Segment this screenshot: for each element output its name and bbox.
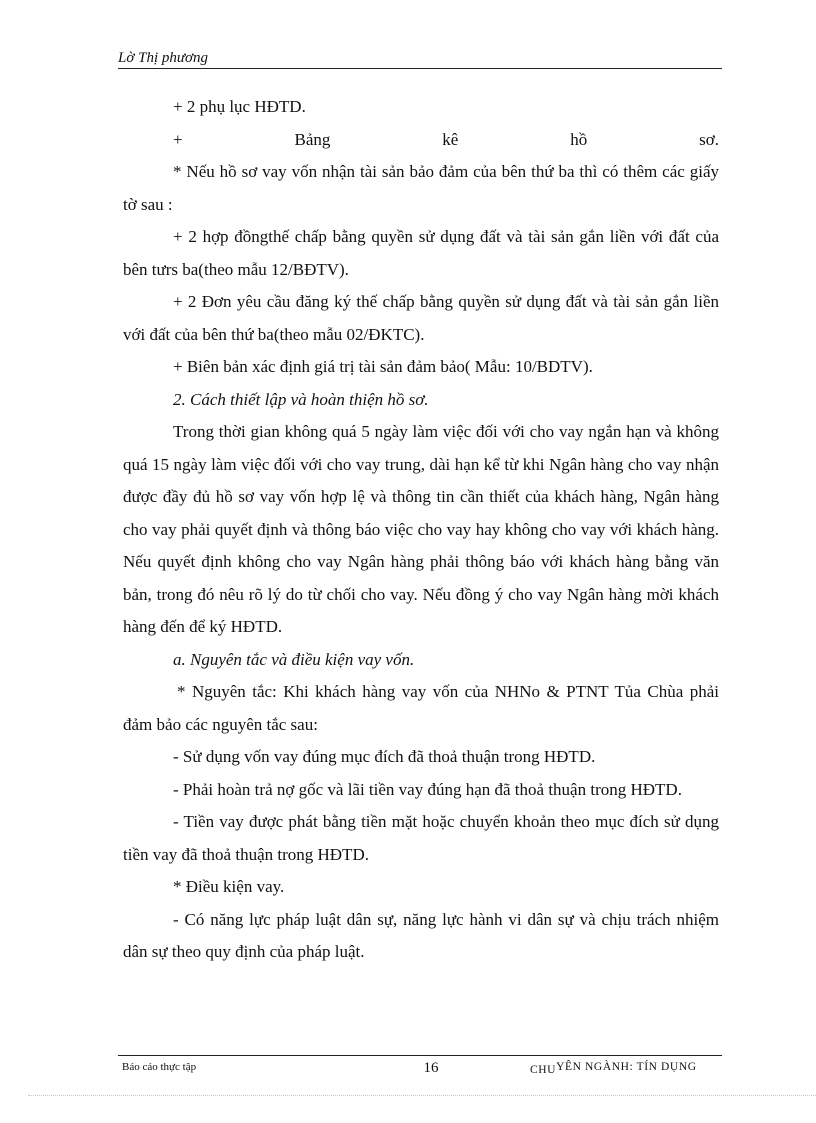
word: sơ.: [699, 129, 719, 149]
document-body: [123, 91, 719, 969]
paragraph: * Nếu hồ sơ vay vốn nhận tài sản bảo đảm của bên thứ ba thì có thêm các giấy tờ sau :: [123, 162, 719, 214]
word: +: [173, 129, 183, 149]
page-edge-dotted-line: [28, 1095, 816, 1096]
paragraph: Trong thời gian không quá 5 ngày làm việc đối với cho vay ngắn hạn và không quá 15 ngày làm việc đối với cho vay trung, dài hạn kể từ khi Ngân hàng cho vay nhận được đầy đủ hồ sơ vay vốn hợp lệ và thông tin cần thiết của khách hàng, Ngân hàng cho vay phải quyết định và thông báo việc cho vay hay không cho vay với khách hàng. Nếu quyết định không cho vay Ngân hàng phải thông báo với khách hàng bằng văn bản, trong đó nêu rõ lý do từ chối cho vay. Nếu đồng ý cho vay Ngân hàng mời khách hàng đến để ký HĐTD.: [123, 422, 719, 636]
footer-report-label: Báo cáo thực tập: [122, 1061, 197, 1073]
page-header: [118, 49, 720, 67]
footer-rule: [118, 1055, 722, 1056]
paragraph: + 2 phụ lục HĐTD.: [173, 97, 306, 116]
paragraph: - Phải hoàn trả nợ gốc và lãi tiền vay đúng hạn đã thoả thuận trong HĐTD.: [173, 779, 682, 799]
paragraph: + 2 Đơn yêu cầu đăng ký thế chấp bằng quyền sử dụng đất và tài sản gắn liền với đất của bên thứ ba(theo mẫu 02/ĐKTC).: [123, 292, 719, 344]
footer-major-text: YÊN NGÀNH: TÍN DỤNG: [556, 1061, 697, 1073]
section-heading: 2. Cách thiết lập và hoàn thiện hồ sơ.: [173, 389, 429, 409]
header-author: Lờ Thị phương: [118, 50, 209, 66]
word: hồ: [570, 129, 588, 149]
paragraph: - Tiền vay được phát bằng tiền mặt hoặc chuyển khoản theo mục đích sử dụng tiền vay đã thoả thuận trong HĐTD.: [123, 812, 719, 864]
word: Bảng: [294, 129, 331, 149]
paragraph: + 2 hợp đồngthế chấp bằng quyền sử dụng đất và tài sản gắn liền với đất của bên tưrs ba(theo mẫu 12/BĐTV).: [123, 227, 719, 279]
paragraph: - Có năng lực pháp luật dân sự, năng lực hành vi dân sự và chịu trách nhiệm dân sự theo quy định của pháp luật.: [123, 909, 719, 961]
word: kê: [442, 129, 459, 149]
paragraph: + Biên bản xác định giá trị tài sản đảm bảo( Mẫu: 10/BDTV).: [173, 357, 593, 376]
footer-major: [530, 1060, 697, 1074]
page-number: 16: [423, 1060, 439, 1076]
header-rule: [118, 68, 722, 69]
paragraph: - Sử dụng vốn vay đúng mục đích đã thoả thuận trong HĐTD.: [173, 747, 596, 766]
subsection-heading: a. Nguyên tắc và điều kiện vay vốn.: [173, 649, 415, 669]
paragraph-spread: [123, 124, 719, 157]
paragraph: * Nguyên tắc: Khi khách hàng vay vốn của NHNo & PTNT Tủa Chùa phải đảm bảo các nguyên tắc sau:: [123, 682, 719, 734]
footer-major-prefix: CHU: [530, 1064, 557, 1076]
paragraph: * Điều kiện vay.: [173, 877, 285, 896]
